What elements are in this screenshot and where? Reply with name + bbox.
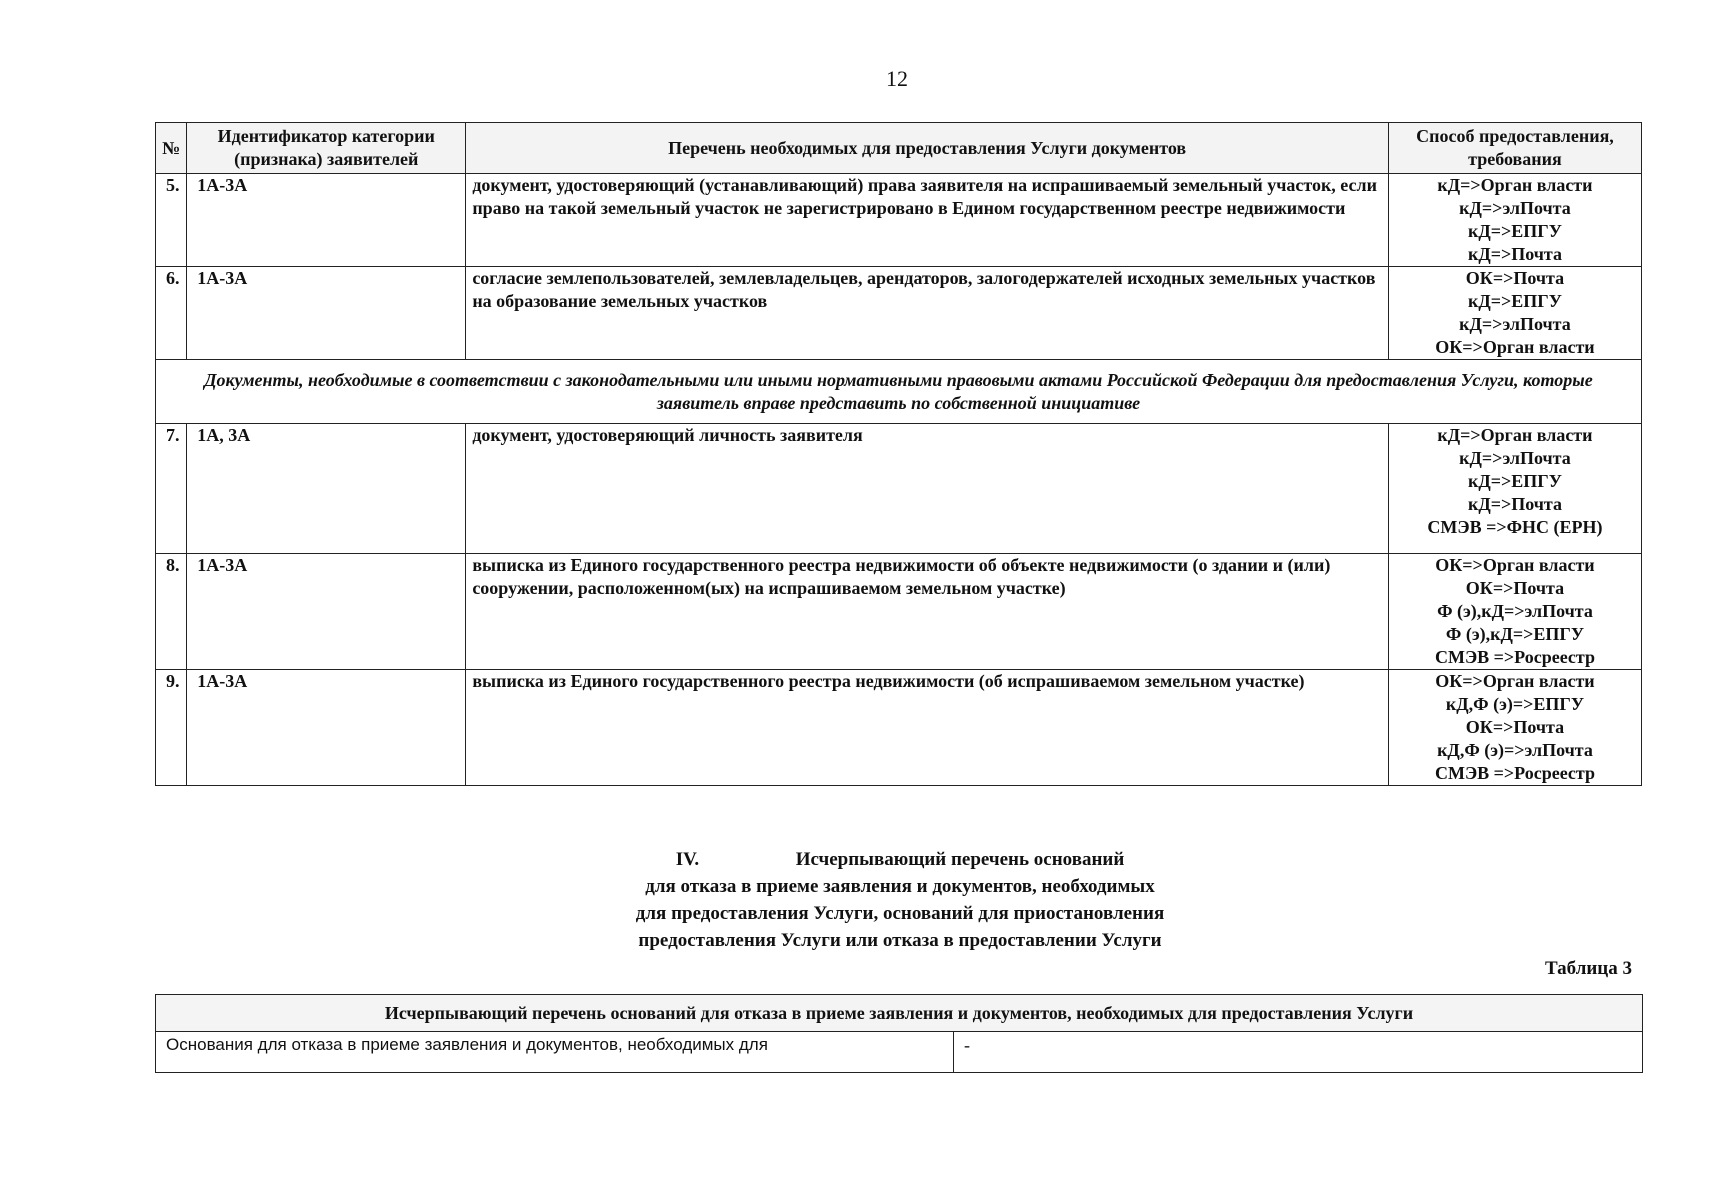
row-methods bbox=[1388, 424, 1641, 554]
table-3-label: Таблица 3 bbox=[1544, 958, 1632, 979]
method-line: кД=>ЕПГУ bbox=[1468, 221, 1562, 241]
row-category: 1А-3А bbox=[187, 174, 466, 267]
row-document: выписка из Единого государственного реестра недвижимости (об испрашиваемом земельном участке) bbox=[466, 670, 1389, 786]
method-line: СМЭВ =>Росреестр bbox=[1434, 763, 1595, 783]
refusal-table-header: Исчерпывающий перечень оснований для отказа в приеме заявления и документов, необходимых для предоставления Услуги bbox=[156, 995, 1643, 1032]
row-document: документ, удостоверяющий (устанавливающий) права заявителя на испрашиваемый земельный участок, если право на такой земельный участок не зарегистрировано в Едином государственном реестре недвижимости bbox=[466, 174, 1389, 267]
table-header-row bbox=[156, 123, 1642, 174]
refusal-table-header-row bbox=[156, 995, 1643, 1032]
row-num: 9. bbox=[156, 670, 187, 786]
row-document: документ, удостоверяющий личность заявителя bbox=[466, 424, 1389, 554]
header-documents: Перечень необходимых для предоставления Услуги документов bbox=[466, 123, 1389, 174]
table-row bbox=[156, 174, 1642, 267]
row-category: 1А-3А bbox=[187, 670, 466, 786]
refusal-reason-label: Основания для отказа в приеме заявления и документов, необходимых для bbox=[156, 1032, 954, 1073]
table-row bbox=[156, 670, 1642, 786]
refusal-table bbox=[155, 994, 1643, 1073]
refusal-reason-value: - bbox=[954, 1032, 1643, 1073]
header-num: № bbox=[156, 123, 187, 174]
table-row bbox=[156, 267, 1642, 360]
row-num: 6. bbox=[156, 267, 187, 360]
header-method: Способ предоставления, требования bbox=[1388, 123, 1641, 174]
method-line: ОК=>Орган власти bbox=[1435, 671, 1595, 691]
section-title-line: для отказа в приеме заявления и документов, необходимых bbox=[645, 876, 1155, 897]
method-line: кД=>Орган власти bbox=[1437, 175, 1593, 195]
method-line: Ф (э),кД=>ЕПГУ bbox=[1445, 624, 1585, 644]
method-line: кД=>Почта bbox=[1467, 494, 1562, 514]
section-title-line bbox=[560, 846, 1240, 873]
method-line: кД=>элПочта bbox=[1459, 198, 1571, 218]
row-category: 1А-3А bbox=[187, 267, 466, 360]
section-iv-heading bbox=[560, 846, 1240, 954]
table-row bbox=[156, 1032, 1643, 1073]
method-line: СМЭВ =>ФНС (ЕРН) bbox=[1427, 517, 1603, 537]
method-line: кД=>элПочта bbox=[1459, 448, 1571, 468]
section-heading: Документы, необходимые в соответствии с законодательными или иными нормативными правовыми актами Российской Федерации для предоставления Услуги, которые заявитель вправе представить по собственной инициативе bbox=[156, 360, 1642, 424]
method-line: кД,Ф (э)=>ЕПГУ bbox=[1445, 694, 1585, 714]
method-line: кД=>Орган власти bbox=[1437, 425, 1593, 445]
method-line: ОК=>Орган власти bbox=[1435, 337, 1595, 357]
method-line: СМЭВ =>Росреестр bbox=[1434, 647, 1595, 667]
row-methods bbox=[1388, 670, 1641, 786]
table-row bbox=[156, 424, 1642, 554]
row-category: 1А-3А bbox=[187, 554, 466, 670]
method-line: ОК=>Почта bbox=[1465, 717, 1565, 737]
method-line: кД=>элПочта bbox=[1459, 314, 1571, 334]
row-document: выписка из Единого государственного реестра недвижимости об объекте недвижимости (о здании и (или) сооружении, расположенном(ых) на испрашиваемом земельном участке) bbox=[466, 554, 1389, 670]
documents-table bbox=[155, 122, 1642, 786]
page-number: 12 bbox=[886, 66, 908, 91]
section-title: Исчерпывающий перечень оснований bbox=[795, 849, 1125, 870]
method-line: Ф (э),кД=>элПочта bbox=[1437, 601, 1593, 621]
row-document: согласие землепользователей, землевладельцев, арендаторов, залогодержателей исходных земельных участков на образование земельных участков bbox=[466, 267, 1389, 360]
row-methods bbox=[1388, 267, 1641, 360]
row-num: 7. bbox=[156, 424, 187, 554]
method-line: ОК=>Почта bbox=[1465, 268, 1565, 288]
section-heading-row bbox=[156, 360, 1642, 424]
row-num: 8. bbox=[156, 554, 187, 670]
row-category: 1А, 3А bbox=[187, 424, 466, 554]
section-title-line: предоставления Услуги или отказа в предоставлении Услуги bbox=[638, 930, 1162, 951]
method-line: кД,Ф (э)=>элПочта bbox=[1437, 740, 1593, 760]
method-line: ОК=>Почта bbox=[1465, 578, 1565, 598]
header-category: Идентификатор категории (признака) заявителей bbox=[187, 123, 466, 174]
section-title-line: для предоставления Услуги, оснований для приостановления bbox=[635, 903, 1165, 924]
row-num: 5. bbox=[156, 174, 187, 267]
method-line: кД=>ЕПГУ bbox=[1468, 291, 1562, 311]
section-roman-numeral: IV. bbox=[675, 849, 700, 870]
table-row bbox=[156, 554, 1642, 670]
method-line: кД=>Почта bbox=[1467, 244, 1562, 264]
row-methods bbox=[1388, 554, 1641, 670]
row-methods bbox=[1388, 174, 1641, 267]
method-line: ОК=>Орган власти bbox=[1435, 555, 1595, 575]
method-line: кД=>ЕПГУ bbox=[1468, 471, 1562, 491]
